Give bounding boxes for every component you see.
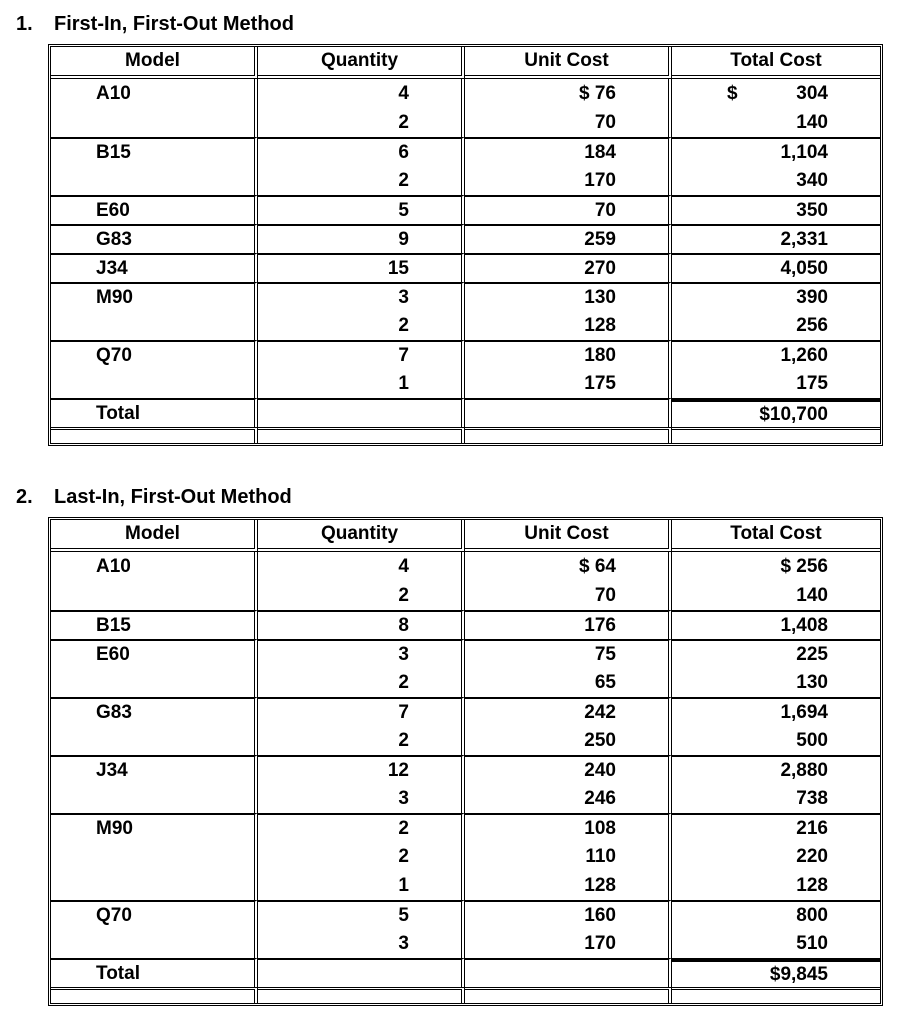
- quantity-cell: 7: [258, 697, 465, 726]
- total-cost-cell: 2,880: [672, 755, 880, 784]
- blank-row: [51, 427, 880, 443]
- unit-cost-cell: 240: [465, 755, 672, 784]
- total-cost-cell: 738: [796, 787, 828, 809]
- total-cost-cell: 256: [796, 314, 828, 336]
- model-cell: E60: [51, 639, 258, 668]
- header-unit-cost: Unit Cost: [465, 520, 672, 552]
- model-cell: [51, 726, 258, 755]
- quantity-cell: 15: [258, 253, 465, 282]
- unit-cost-cell: 175: [465, 369, 672, 398]
- total-cost-cell: 350: [672, 195, 880, 224]
- model-cell: Q70: [51, 900, 258, 929]
- empty-cell: [258, 398, 465, 427]
- table-row: [51, 369, 880, 398]
- header-quantity: Quantity: [258, 47, 465, 79]
- quantity-cell: 2: [258, 108, 465, 137]
- model-cell: B15: [51, 137, 258, 166]
- quantity-cell: 1: [258, 871, 465, 900]
- quantity-cell: 2: [258, 311, 465, 340]
- quantity-cell: 1: [258, 369, 465, 398]
- table-row: [51, 610, 880, 639]
- unit-cost-cell: 184: [465, 137, 672, 166]
- model-cell: [51, 108, 258, 137]
- total-cost-cell: 140: [796, 584, 828, 606]
- table-row: [51, 166, 880, 195]
- quantity-cell: 2: [258, 813, 465, 842]
- table-row: [51, 784, 880, 813]
- empty-cell: [465, 958, 672, 987]
- empty-cell: [465, 398, 672, 427]
- total-cost-cell: 130: [796, 671, 828, 693]
- fifo-table: [51, 47, 880, 443]
- empty-cell: [258, 427, 465, 443]
- table-row: [51, 253, 880, 282]
- total-cost-cell: 1,260: [672, 340, 880, 369]
- table-row: [51, 900, 880, 929]
- table-row: [51, 726, 880, 755]
- model-cell: [51, 871, 258, 900]
- quantity-cell: 3: [258, 282, 465, 311]
- section-1-title: [16, 13, 294, 35]
- quantity-cell: 5: [258, 900, 465, 929]
- unit-cost-cell: 242: [465, 697, 672, 726]
- model-cell: [51, 784, 258, 813]
- unit-cost-cell: 180: [465, 340, 672, 369]
- total-cost-cell: 4,050: [672, 253, 880, 282]
- section-heading: Last-In, First-Out Method: [54, 486, 292, 508]
- table-row: [51, 929, 880, 958]
- model-cell: [51, 668, 258, 697]
- total-cost-cell: 2,331: [672, 224, 880, 253]
- unit-cost-cell: 170: [465, 166, 672, 195]
- total-cost-cell: 225: [672, 639, 880, 668]
- grand-total-value: $10,700: [672, 398, 880, 427]
- unit-cost-cell: 70: [465, 108, 672, 137]
- total-label: Total: [51, 958, 258, 987]
- quantity-cell: 3: [258, 639, 465, 668]
- fifo-table-frame: [48, 44, 883, 446]
- header-quantity: Quantity: [258, 520, 465, 552]
- table-row: [51, 108, 880, 137]
- empty-cell: [258, 987, 465, 1003]
- empty-cell: [51, 427, 258, 443]
- total-cost-cell: 220: [796, 845, 828, 867]
- quantity-cell: 5: [258, 195, 465, 224]
- table-body: [51, 552, 880, 1003]
- model-cell: [51, 166, 258, 195]
- model-cell: A10: [51, 79, 258, 108]
- table-body: [51, 79, 880, 443]
- model-cell: J34: [51, 755, 258, 784]
- model-cell: [51, 311, 258, 340]
- table-row: [51, 79, 880, 108]
- empty-cell: [465, 987, 672, 1003]
- quantity-cell: 2: [258, 726, 465, 755]
- total-cost-cell: 175: [796, 372, 828, 394]
- blank-row: [51, 987, 880, 1003]
- total-cost-cell: 340: [796, 169, 828, 191]
- quantity-cell: 8: [258, 610, 465, 639]
- unit-cost-cell: 75: [465, 639, 672, 668]
- unit-cost-cell: 170: [465, 929, 672, 958]
- unit-cost-cell: 128: [465, 311, 672, 340]
- total-cost-cell: 216: [672, 813, 880, 842]
- unit-cost-cell: 259: [465, 224, 672, 253]
- table-row: [51, 668, 880, 697]
- unit-cost-cell: $ 76: [465, 79, 672, 108]
- quantity-cell: 4: [258, 552, 465, 581]
- unit-cost-cell: 176: [465, 610, 672, 639]
- currency-symbol: $: [727, 82, 738, 104]
- table-row: [51, 639, 880, 668]
- table-row: [51, 581, 880, 610]
- table-row: [51, 813, 880, 842]
- grand-total-value: $9,845: [672, 958, 880, 987]
- quantity-cell: 2: [258, 842, 465, 871]
- total-cost-cell: $ 256: [780, 555, 828, 577]
- unit-cost-cell: $ 64: [465, 552, 672, 581]
- total-cost-cell: [672, 79, 880, 108]
- empty-cell: [51, 987, 258, 1003]
- model-cell: [51, 369, 258, 398]
- total-cost-cell: 390: [672, 282, 880, 311]
- total-cost-cell: 140: [796, 111, 828, 133]
- table-row: [51, 755, 880, 784]
- total-row: [51, 958, 880, 987]
- table-row: [51, 224, 880, 253]
- section-number: 1.: [16, 13, 33, 35]
- header-model: Model: [51, 520, 258, 552]
- quantity-cell: 9: [258, 224, 465, 253]
- unit-cost-cell: 160: [465, 900, 672, 929]
- model-cell: [51, 581, 258, 610]
- unit-cost-cell: 65: [465, 668, 672, 697]
- unit-cost-cell: 270: [465, 253, 672, 282]
- unit-cost-cell: 70: [465, 581, 672, 610]
- model-cell: G83: [51, 224, 258, 253]
- empty-cell: [465, 427, 672, 443]
- total-cost-cell: 1,104: [672, 137, 880, 166]
- total-cost-cell: 1,694: [672, 697, 880, 726]
- header-row: [51, 47, 880, 79]
- empty-cell: [258, 958, 465, 987]
- model-cell: A10: [51, 552, 258, 581]
- quantity-cell: 2: [258, 668, 465, 697]
- model-cell: M90: [51, 282, 258, 311]
- empty-cell: [672, 427, 880, 443]
- section-2-title: [16, 486, 292, 508]
- total-cost-cell: 500: [796, 729, 828, 751]
- lifo-table-frame: [48, 517, 883, 1006]
- header-model: Model: [51, 47, 258, 79]
- table-row: [51, 697, 880, 726]
- total-cost-cell: 800: [672, 900, 880, 929]
- model-cell: J34: [51, 253, 258, 282]
- header-row: [51, 520, 880, 552]
- quantity-cell: 4: [258, 79, 465, 108]
- unit-cost-cell: 108: [465, 813, 672, 842]
- total-label: Total: [51, 398, 258, 427]
- quantity-cell: 3: [258, 929, 465, 958]
- empty-cell: [672, 987, 880, 1003]
- total-row: [51, 398, 880, 427]
- unit-cost-cell: 110: [465, 842, 672, 871]
- table-row: [51, 282, 880, 311]
- model-cell: E60: [51, 195, 258, 224]
- unit-cost-cell: 130: [465, 282, 672, 311]
- header-unit-cost: Unit Cost: [465, 47, 672, 79]
- model-cell: G83: [51, 697, 258, 726]
- model-cell: [51, 842, 258, 871]
- quantity-cell: 6: [258, 137, 465, 166]
- section-heading: First-In, First-Out Method: [54, 13, 294, 35]
- total-cost-cell: 510: [796, 932, 828, 954]
- model-cell: [51, 929, 258, 958]
- table-row: [51, 195, 880, 224]
- quantity-cell: 3: [258, 784, 465, 813]
- quantity-cell: 2: [258, 166, 465, 195]
- total-cost-cell: 1,408: [672, 610, 880, 639]
- header-total-cost: Total Cost: [672, 520, 880, 552]
- table-row: [51, 871, 880, 900]
- lifo-table: [51, 520, 880, 1003]
- quantity-cell: 12: [258, 755, 465, 784]
- table-row: [51, 552, 880, 581]
- quantity-cell: 2: [258, 581, 465, 610]
- table-row: [51, 311, 880, 340]
- model-cell: B15: [51, 610, 258, 639]
- total-cost-cell: 128: [796, 874, 828, 896]
- table-row: [51, 340, 880, 369]
- unit-cost-cell: 246: [465, 784, 672, 813]
- total-cost-value: 304: [796, 82, 828, 104]
- table-row: [51, 842, 880, 871]
- table-row: [51, 137, 880, 166]
- quantity-cell: 7: [258, 340, 465, 369]
- section-number: 2.: [16, 486, 33, 508]
- header-total-cost: Total Cost: [672, 47, 880, 79]
- unit-cost-cell: 128: [465, 871, 672, 900]
- unit-cost-cell: 250: [465, 726, 672, 755]
- unit-cost-cell: 70: [465, 195, 672, 224]
- model-cell: Q70: [51, 340, 258, 369]
- model-cell: M90: [51, 813, 258, 842]
